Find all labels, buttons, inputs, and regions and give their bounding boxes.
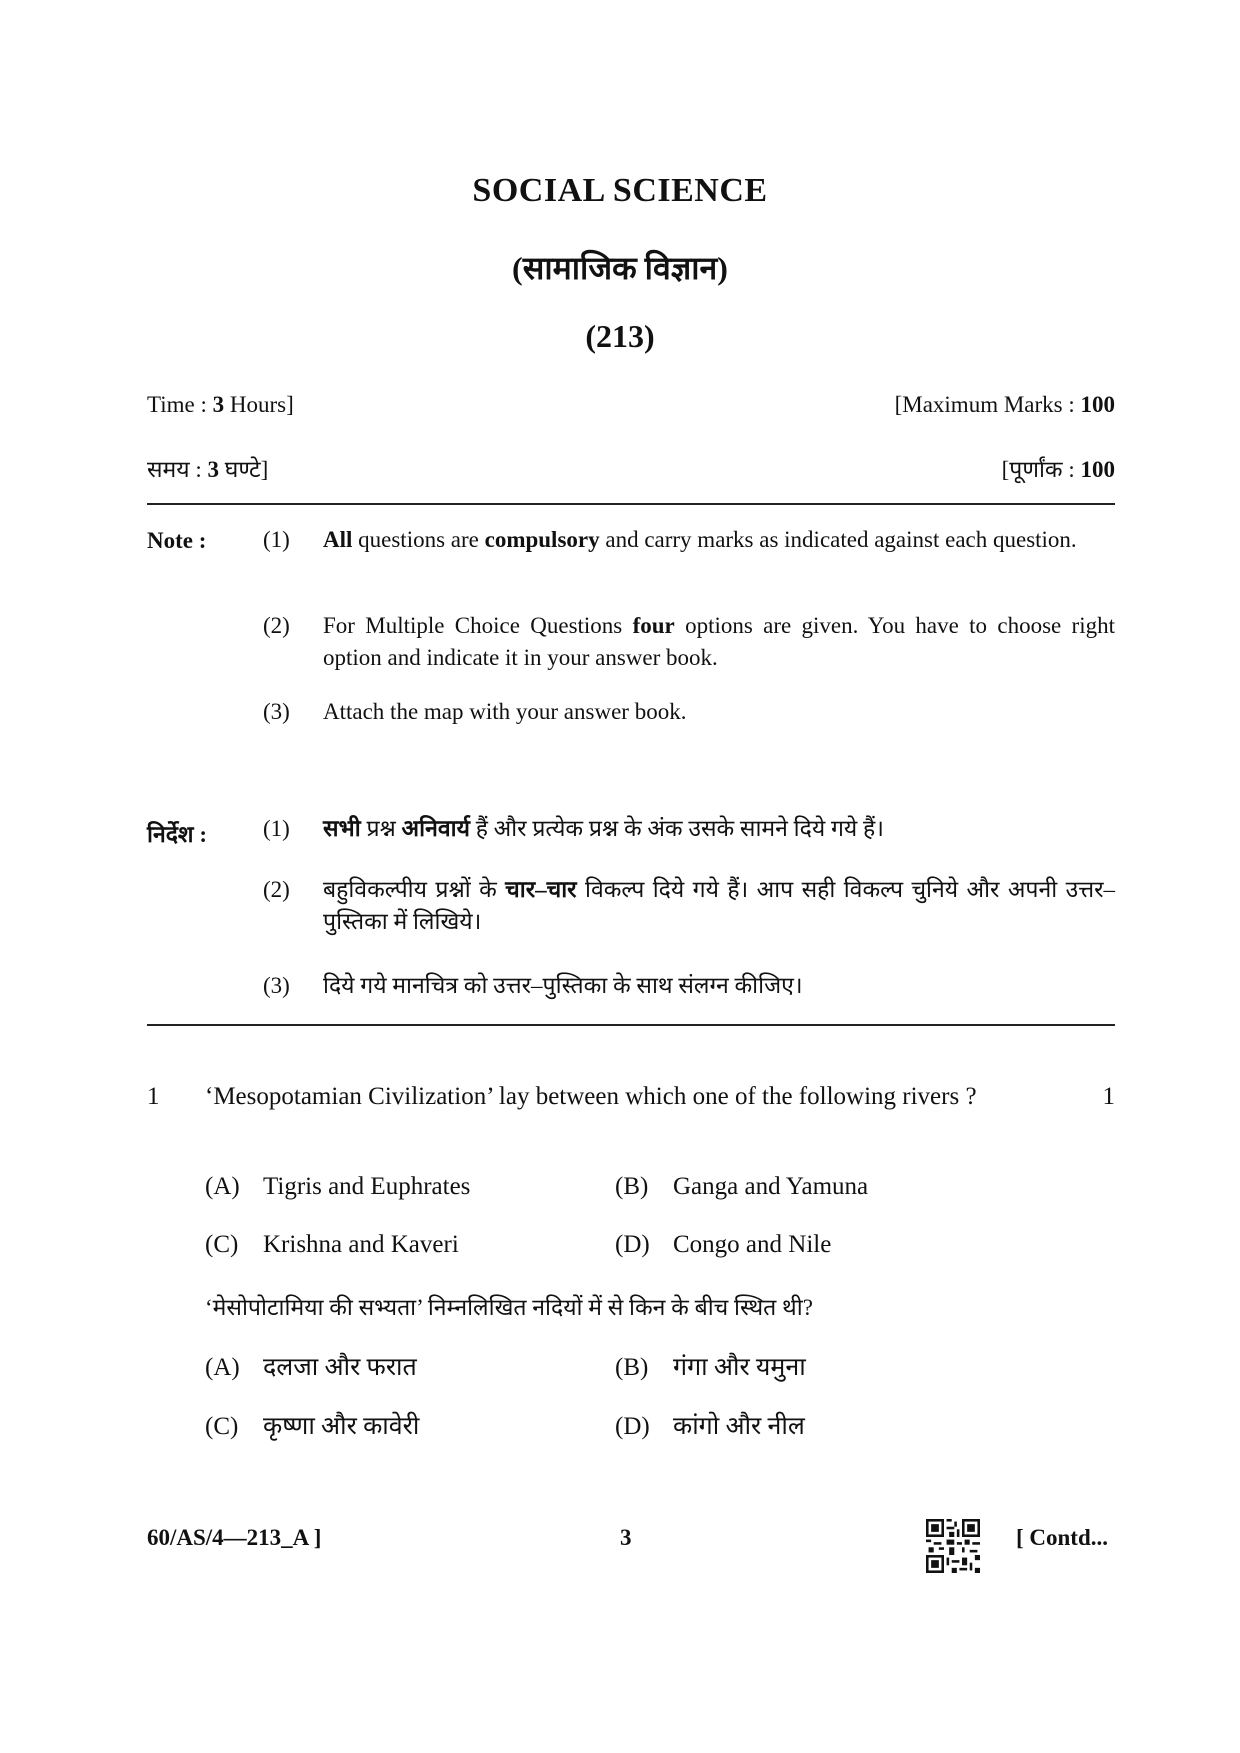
option-a-en: (A) Tigris and Euphrates [205,1173,471,1200]
time-en: Time : 3 Hours] [147,392,294,417]
max-marks-en: [Maximum Marks : 100 [894,392,1115,417]
note-item-1-en: (1) All questions are compulsory and carry marks as indicated against each question. [263,527,1077,552]
note-item-2-en: (2) For Multiple Choice Questions four options are given. You have to choose right option and indicate it in your answer book. [263,613,1115,670]
time-hi: समय : 3 घण्टे] [147,457,269,482]
paper-title: SOCIAL SCIENCE [472,172,768,209]
subject-code: (213) [585,318,655,354]
paper-code: 60/AS/4—213_A ] [147,1525,322,1550]
option-d-hi: (D) कांगो और नील [615,1413,805,1440]
option-c-en: (C) Krishna and Kaveri [205,1231,459,1258]
question-text-hi: ‘मेसोपोटामिया की सभ्यता’ निम्नलिखित नदियों में से किन के बीच स्थित थी? [205,1295,813,1320]
note-item-1-hi: (1) सभी प्रश्न अनिवार्य हैं और प्रत्येक प्रश्न के अंक उसके सामने दिये गये हैं। [263,816,884,841]
note-item-2-hi: (2) बहुविकल्पीय प्रश्नों के चार–चार विकल्प दिये गये हैं। आप सही विकल्प चुनिये और अपनी उत्तर–पुस्तिका में लिखिये। [263,877,1116,934]
note-item-3-en: (3) Attach the map with your answer book. [263,699,687,724]
question-text-en: ‘Mesopotamian Civilization’ lay between which one of the following rivers ? [205,1083,977,1110]
divider-top [147,503,1115,505]
question-marks: 1 [1102,1083,1115,1110]
option-b-hi: (B) गंगा और यमुना [615,1354,806,1381]
note-heading-en: Note : [147,528,207,553]
qr-code-icon [926,1519,980,1573]
question-1 [147,1080,1115,1114]
paper-subtitle-hindi: (सामाजिक विज्ञान) [512,250,728,286]
note-heading-hi: निर्देश : [147,822,207,847]
note-item-3-hi: (3) दिये गये मानचित्र को उत्तर–पुस्तिका के साथ संलग्न कीजिए। [263,973,803,998]
option-b-en: (B) Ganga and Yamuna [615,1173,869,1200]
divider-bottom [147,1024,1115,1026]
page-number: 3 [620,1525,632,1550]
option-d-en: (D) Congo and Nile [615,1231,832,1258]
contd-label: [ Contd... [1016,1525,1109,1550]
max-marks-hi: [पूर्णांक : 100 [1001,457,1115,482]
question-number: 1 [147,1083,160,1110]
option-a-hi: (A) दलजा और फरात [205,1354,417,1381]
option-c-hi: (C) कृष्णा और कावेरी [205,1413,420,1440]
